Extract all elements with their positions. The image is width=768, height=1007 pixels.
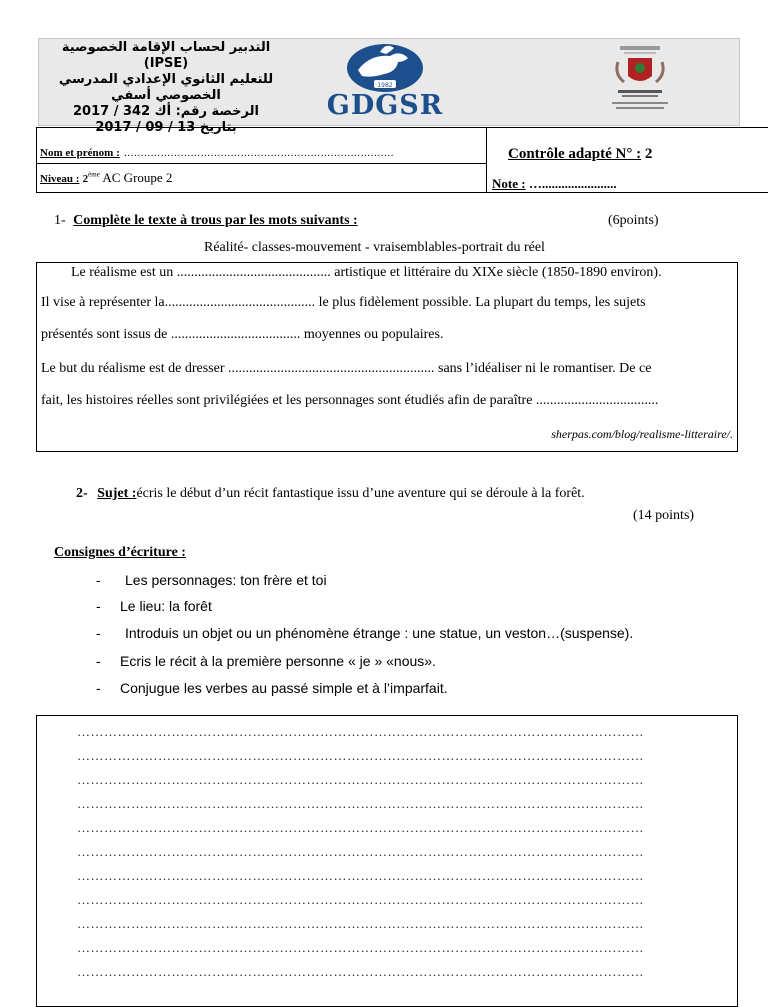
morocco-coat-of-arms-icon bbox=[590, 42, 690, 122]
logo-text: GDGSR bbox=[326, 90, 444, 121]
test-number bbox=[508, 146, 652, 163]
school-name-arabic bbox=[50, 40, 282, 135]
exercise1-number: 1- bbox=[54, 213, 66, 228]
paragraph-line: Le réalisme est un ............................................ artistique et littéraire du XIXe siècle (1850-1890 environ). bbox=[71, 265, 662, 280]
bullet-dash: - bbox=[96, 625, 101, 641]
writing-line[interactable]: ……………………………………………………………………………………………………………… bbox=[77, 748, 644, 763]
writing-line[interactable]: ……………………………………………………………………………………………………………… bbox=[77, 916, 644, 931]
school-line: التدبير لحساب الإقامة الخصوصية (IPSE) bbox=[61, 40, 271, 71]
exercise2-points: (14 points) bbox=[633, 508, 695, 523]
school-line: بتاريخ 13 / 09 / 2017 bbox=[95, 120, 237, 135]
writing-area[interactable] bbox=[36, 715, 738, 1007]
instruction-item bbox=[96, 680, 448, 696]
exercise1-title: Complète le texte à trous par les mots suivants : bbox=[73, 213, 358, 228]
writing-line[interactable]: ……………………………………………………………………………………………………………… bbox=[77, 940, 644, 955]
writing-line[interactable]: ……………………………………………………………………………………………………………… bbox=[77, 844, 644, 859]
writing-line[interactable]: ……………………………………………………………………………………………………………… bbox=[77, 796, 644, 811]
writing-line[interactable]: ……………………………………………………………………………………………………………… bbox=[77, 964, 644, 979]
writing-line[interactable]: ……………………………………………………………………………………………………………… bbox=[77, 724, 644, 739]
school-line: الرخصة رقم: أك 342 / 2017 bbox=[73, 104, 259, 119]
exercise2-heading bbox=[76, 486, 585, 502]
level-label: Niveau : bbox=[40, 173, 80, 185]
word-bank: Réalité- classes-mouvement - vraisemblables-portrait du réel bbox=[204, 240, 545, 255]
paragraph-line: Il vise à représenter la........................................... le plus fidèlement possible. La plupart du temps, les sujets bbox=[41, 295, 646, 310]
bullet-dash: - bbox=[96, 598, 101, 614]
fill-in-text-box bbox=[36, 262, 738, 452]
instructions-title: Consignes d’écriture : bbox=[54, 545, 186, 560]
level-value: AC Groupe 2 bbox=[99, 170, 173, 185]
name-label: Nom et prénom : bbox=[40, 147, 120, 159]
exercise1-heading bbox=[54, 213, 358, 229]
writing-line[interactable]: ……………………………………………………………………………………………………………… bbox=[77, 820, 644, 835]
instruction-item bbox=[96, 653, 436, 669]
source-citation: sherpas.com/blog/realisme-litteraire/. bbox=[551, 427, 733, 441]
writing-line[interactable]: ……………………………………………………………………………………………………………… bbox=[77, 868, 644, 883]
grade-field[interactable] bbox=[492, 176, 617, 192]
gdgsr-logo bbox=[300, 40, 470, 121]
school-line: للتعليم الثانوي الإعدادي المدرسي bbox=[58, 72, 274, 87]
writing-line[interactable]: ……………………………………………………………………………………………………………… bbox=[77, 892, 644, 907]
logo-year: 1982 bbox=[377, 82, 393, 89]
instruction-item bbox=[96, 625, 633, 641]
grade-label: Note : bbox=[492, 176, 526, 191]
info-separator bbox=[36, 163, 486, 164]
level-field bbox=[40, 170, 172, 186]
instruction-item bbox=[96, 598, 212, 614]
school-line: الخصوصي أسفي bbox=[111, 88, 221, 103]
ministry-emblem bbox=[590, 42, 690, 122]
sujet-label: Sujet : bbox=[97, 486, 137, 501]
instruction-text: Introduis un objet ou un phénomène étrange : une statue, un veston…(suspense). bbox=[125, 625, 634, 641]
paragraph-line: fait, les histoires réelles sont privilégiées et les personnages sont étudiés afin de paraître ................................... bbox=[41, 393, 659, 408]
horse-rider-logo-icon bbox=[300, 40, 470, 92]
level-number: 2 bbox=[82, 173, 89, 185]
exercise2-number: 2- bbox=[76, 486, 88, 501]
bullet-dash: - bbox=[96, 680, 101, 696]
name-field[interactable] bbox=[40, 143, 394, 161]
paragraph-line: présentés sont issus de ..................................... moyennes ou populaires. bbox=[41, 327, 444, 342]
exercise1-points: (6points) bbox=[608, 213, 659, 228]
writing-line[interactable]: ……………………………………………………………………………………………………………… bbox=[77, 772, 644, 787]
name-dots: ……………………………………………………………………… bbox=[123, 148, 394, 159]
test-value: 2 bbox=[644, 146, 653, 162]
instruction-text: Conjugue les verbes au passé simple et à l’imparfait. bbox=[120, 680, 448, 696]
level-sup: ème bbox=[88, 170, 100, 179]
instruction-item bbox=[96, 572, 327, 588]
grade-dots: …....................... bbox=[528, 176, 617, 191]
bullet-dash: - bbox=[96, 572, 101, 588]
test-label: Contrôle adapté N° : bbox=[508, 146, 642, 162]
bullet-dash: - bbox=[96, 653, 101, 669]
info-divider bbox=[486, 127, 487, 192]
instruction-text: Les personnages: ton frère et toi bbox=[125, 572, 327, 588]
paragraph-line: Le but du réalisme est de dresser ........................................................... sans l’idéaliser ni le romantiser. De ce bbox=[41, 361, 652, 376]
instruction-text: Le lieu: la forêt bbox=[120, 598, 212, 614]
instruction-text: Ecris le récit à la première personne « je » «nous». bbox=[120, 653, 436, 669]
sujet-text: écris le début d’un récit fantastique issu d’une aventure qui se déroule à la forêt. bbox=[136, 486, 585, 501]
